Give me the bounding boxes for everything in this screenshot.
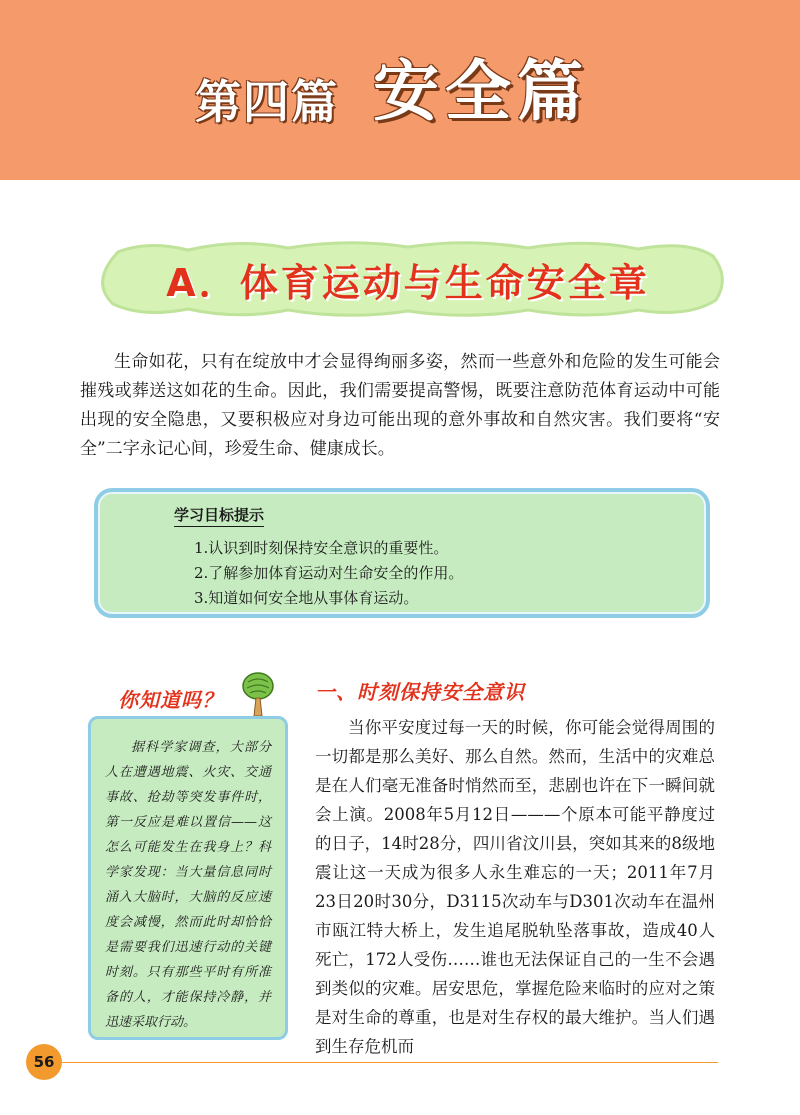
footer-divider — [62, 1062, 718, 1063]
learning-goals-box — [94, 488, 710, 618]
chapter-title: A．体育运动与生命安全章 — [166, 260, 650, 305]
sidebar-text: 据科学家调查，大部分人在遭遇地震、火灾、交通事故、抢劫等突发事件时，第一反应是难以置信——这怎么可能发生在我身上？科学家发现：当大量信息同时涌入大脑时，大脑的反应速度会减慢，然而此时却恰恰是需要我们迅速行动的关键时刻。只有那些平时有所准备的人，才能保持冷静，并迅速采取行动。 — [105, 740, 271, 1030]
chapter-title-bubble — [88, 238, 728, 320]
tree-icon — [240, 670, 276, 718]
part-label: 第四篇 — [195, 75, 339, 129]
sidebar-heading: 你知道吗？ — [118, 688, 223, 712]
part-name: 安全篇 — [373, 53, 589, 130]
did-you-know-box — [88, 716, 288, 1040]
part-title — [195, 52, 589, 132]
page-number: 56 — [26, 1044, 62, 1080]
intro-paragraph: 生命如花，只有在绽放中才会显得绚丽多姿，然而一些意外和危险的发生可能会摧残或葬送这如花的生命。因此，我们需要提高警惕，既要注意防范体育运动中可能出现的安全隐患，又要积极应对身边可能出现的意外事故和自然灾害。我们要将“安全”二字永记心间，珍爱生命、健康成长。 — [80, 352, 720, 459]
goals-heading: 学习目标提示 — [174, 504, 264, 527]
goal-item: 1.认识到时刻保持安全意识的重要性。 — [194, 539, 449, 557]
goal-item: 2.了解参加体育运动对生命安全的作用。 — [194, 564, 464, 582]
section-body: 当你平安度过每一天的时候，你可能会觉得周围的一切都是那么美好、那么自然。然而，生活中的灾难总是在人们毫无准备时悄然而至，悲剧也许在下一瞬间就会上演。2008年5月12日———个原本可能平静度过的日子，14时28分，四川省汶川县，突如其来的8级地震让这一天成为很多人永生难忘的一天；2011年7月23日20时30分，D3115次动车与D301次动车在温州市瓯江特大桥上，发生追尾脱轨坠落事故，造成40人死亡，172人受伤……谁也无法保证自己的一生不会遇到类似的灾难。居安思危，掌握危险来临时的应对之策是对生命的尊重，也是对生存权的最大维护。当人们遇到生存危机而 — [315, 718, 715, 1056]
goal-item: 3.知道如何安全地从事体育运动。 — [194, 589, 419, 607]
section-heading: 一、时刻保持安全意识 — [315, 680, 525, 704]
